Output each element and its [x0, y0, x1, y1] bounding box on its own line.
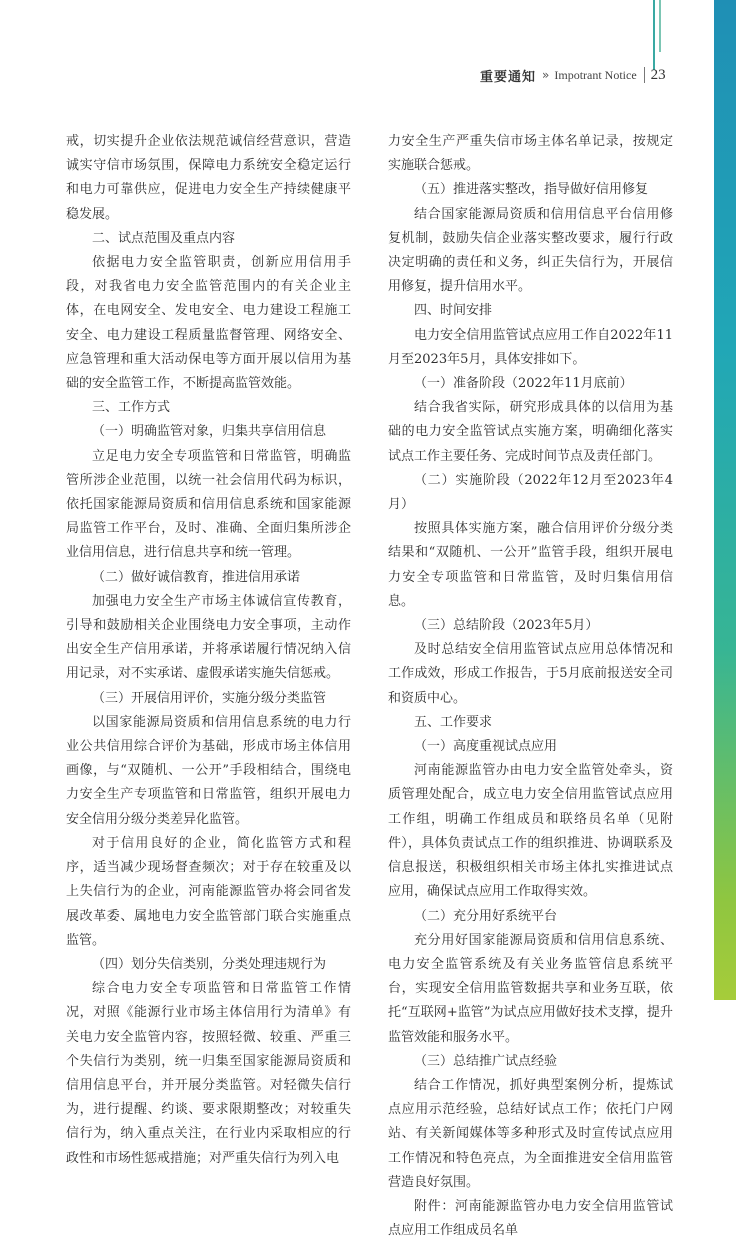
paragraph: （一）明确监管对象，归集共享信用信息: [92, 424, 327, 440]
paragraph: 以国家能源局资质和信用信息系统的电力行业公共信用综合评价为基础，形成市场主体信用画像，与“双随机、一公开”手段相结合，围绕电力安全生产专项监管和日常监管，组织开展电力安全信用分级分类差异化监管。: [66, 714, 351, 827]
paragraph: 依据电力安全监管职责，创新应用信用手段，对我省电力安全监管范围内的有关企业主体，在电网安全、发电安全、电力建设工程施工安全、电力建设工程质量监督管理、网络安全、应急管理和重大活动保电等方面开展以信用为基础的安全监管工作，不断提高监管效能。: [66, 255, 351, 392]
paragraph: （一）高度重视试点应用: [414, 739, 558, 755]
paragraph: 四、时间安排: [414, 303, 493, 319]
paragraph: 综合电力安全专项监管和日常监管工作情况，对照《能源行业市场主体信用行为清单》有关电力安全监管内容，按照轻微、较重、严重三个失信行为类别，统一归集至国家能源局资质和信用信息平台，并开展分类监管。对轻微失信行为，进行提醒、约谈、要求限期整改；对较重失信行为，纳入重点关注，在行业内采取相应的行政性和市场性惩戒措施；对严重失信行为列入电: [66, 981, 351, 1166]
paragraph: （二）做好诚信教育，推进信用承诺: [92, 569, 301, 585]
paragraph: （五）推进落实整改，指导做好信用修复: [414, 182, 649, 198]
left-text-column: [66, 130, 351, 1171]
right-text-column: [388, 130, 673, 1243]
paragraph: 加强电力安全生产市场主体诚信宣传教育，引导和鼓励相关企业围绕电力安全事项，主动作出安全生产信用承诺，并将承诺履行情况纳入信用记录，对不实承诺、虚假承诺实施失信惩戒。: [66, 593, 351, 682]
paragraph: 戒，切实提升企业依法规范诚信经营意识，营造诚实守信市场氛围，保障电力系统安全稳定运行和电力可靠供应，促进电力安全生产持续健康平稳发展。: [66, 134, 351, 222]
header-divider: [644, 67, 645, 83]
paragraph: 立足电力安全专项监管和日常监管，明确监管所涉企业范围，以统一社会信用代码为标识，依托国家能源局资质和信用信息系统和国家能源局监管工作平台，及时、准确、全面归集所涉企业信用信息，进行信息共享和统一管理。: [66, 448, 351, 561]
page-number: 23: [650, 66, 666, 83]
paragraph: （二）充分用好系统平台: [414, 908, 558, 924]
decorative-line: [659, 0, 661, 52]
paragraph: 河南能源监管办由电力安全监管处牵头，资质管理处配合，成立电力安全信用监管试点应用工作组，明确工作组成员和联络员名单（见附件），具体负责试点工作的组织推进、协调联系及信息报送，积极组织相关市场主体扎实推进试点应用，确保试点应用工作取得实效。: [388, 763, 673, 900]
gradient-side-bar: [714, 0, 736, 1000]
paragraph: 力安全生产严重失信市场主体名单记录，按规定实施联合惩戒。: [388, 134, 673, 174]
decorative-line: [653, 0, 655, 70]
paragraph: 三、工作方式: [92, 400, 171, 416]
paragraph: 附件：河南能源监管办电力安全信用监管试点应用工作组成员名单: [388, 1198, 673, 1239]
paragraph: （三）开展信用评价，实施分级分类监管: [92, 690, 327, 706]
paragraph: （三）总结阶段（2023年5月）: [414, 618, 599, 634]
paragraph: 按照具体实施方案，融合信用评价分级分类结果和“双随机、一公开”监管手段，组织开展电力安全专项监管和日常监管，及时归集信用信息。: [388, 521, 673, 609]
paragraph: 对于信用良好的企业，简化监管方式和程序，适当减少现场督查频次；对于存在较重及以上失信行为的企业，河南能源监管办将会同省发展改革委、属地电力安全监管部门联合实施重点监管。: [66, 835, 351, 948]
section-title: 重要通知: [480, 69, 537, 85]
paragraph: 二、试点范围及重点内容: [92, 230, 236, 246]
paragraph: 五、工作要求: [414, 714, 493, 730]
paragraph: 结合我省实际，研究形成具体的以信用为基础的电力安全监管试点实施方案，明确细化落实试点工作主要任务、完成时间节点及责任部门。: [388, 400, 673, 464]
page-header: [480, 66, 666, 84]
paragraph: （一）准备阶段（2022年11月底前）: [414, 376, 633, 392]
paragraph: （二）实施阶段（2022年12月至2023年4月）: [388, 472, 673, 513]
section-title-english: Impotrant Notice: [554, 67, 637, 82]
paragraph: 充分用好国家能源局资质和信用信息系统、电力安全监管系统及有关业务监管信息系统平台，实现安全信用监管数据共享和业务互联，依托“互联网+监管”为试点应用做好技术支撑，提升监管效能和服务水平。: [388, 932, 673, 1045]
paragraph: 电力安全信用监管试点应用工作自2022年11月至2023年5月，具体安排如下。: [388, 327, 673, 367]
paragraph: 结合国家能源局资质和信用信息平台信用修复机制，鼓励失信企业落实整改要求，履行行政决定明确的责任和义务，纠正失信行为，开展信用修复，提升信用水平。: [388, 206, 673, 295]
paragraph: （三）总结推广试点经验: [414, 1053, 558, 1069]
paragraph: （四）划分失信类别，分类处理违规行为: [92, 956, 327, 972]
paragraph: 及时总结安全信用监管试点应用总体情况和工作成效，形成工作报告，于5月底前报送安全司和资质中心。: [388, 642, 673, 706]
double-chevron-icon: »: [542, 68, 550, 82]
paragraph: 结合工作情况，抓好典型案例分析，提炼试点应用示范经验，总结好试点工作；依托门户网站、有关新闻媒体等多种形式及时宣传试点应用工作情况和特色亮点，为全面推进安全信用监管营造良好氛围。: [388, 1077, 673, 1190]
